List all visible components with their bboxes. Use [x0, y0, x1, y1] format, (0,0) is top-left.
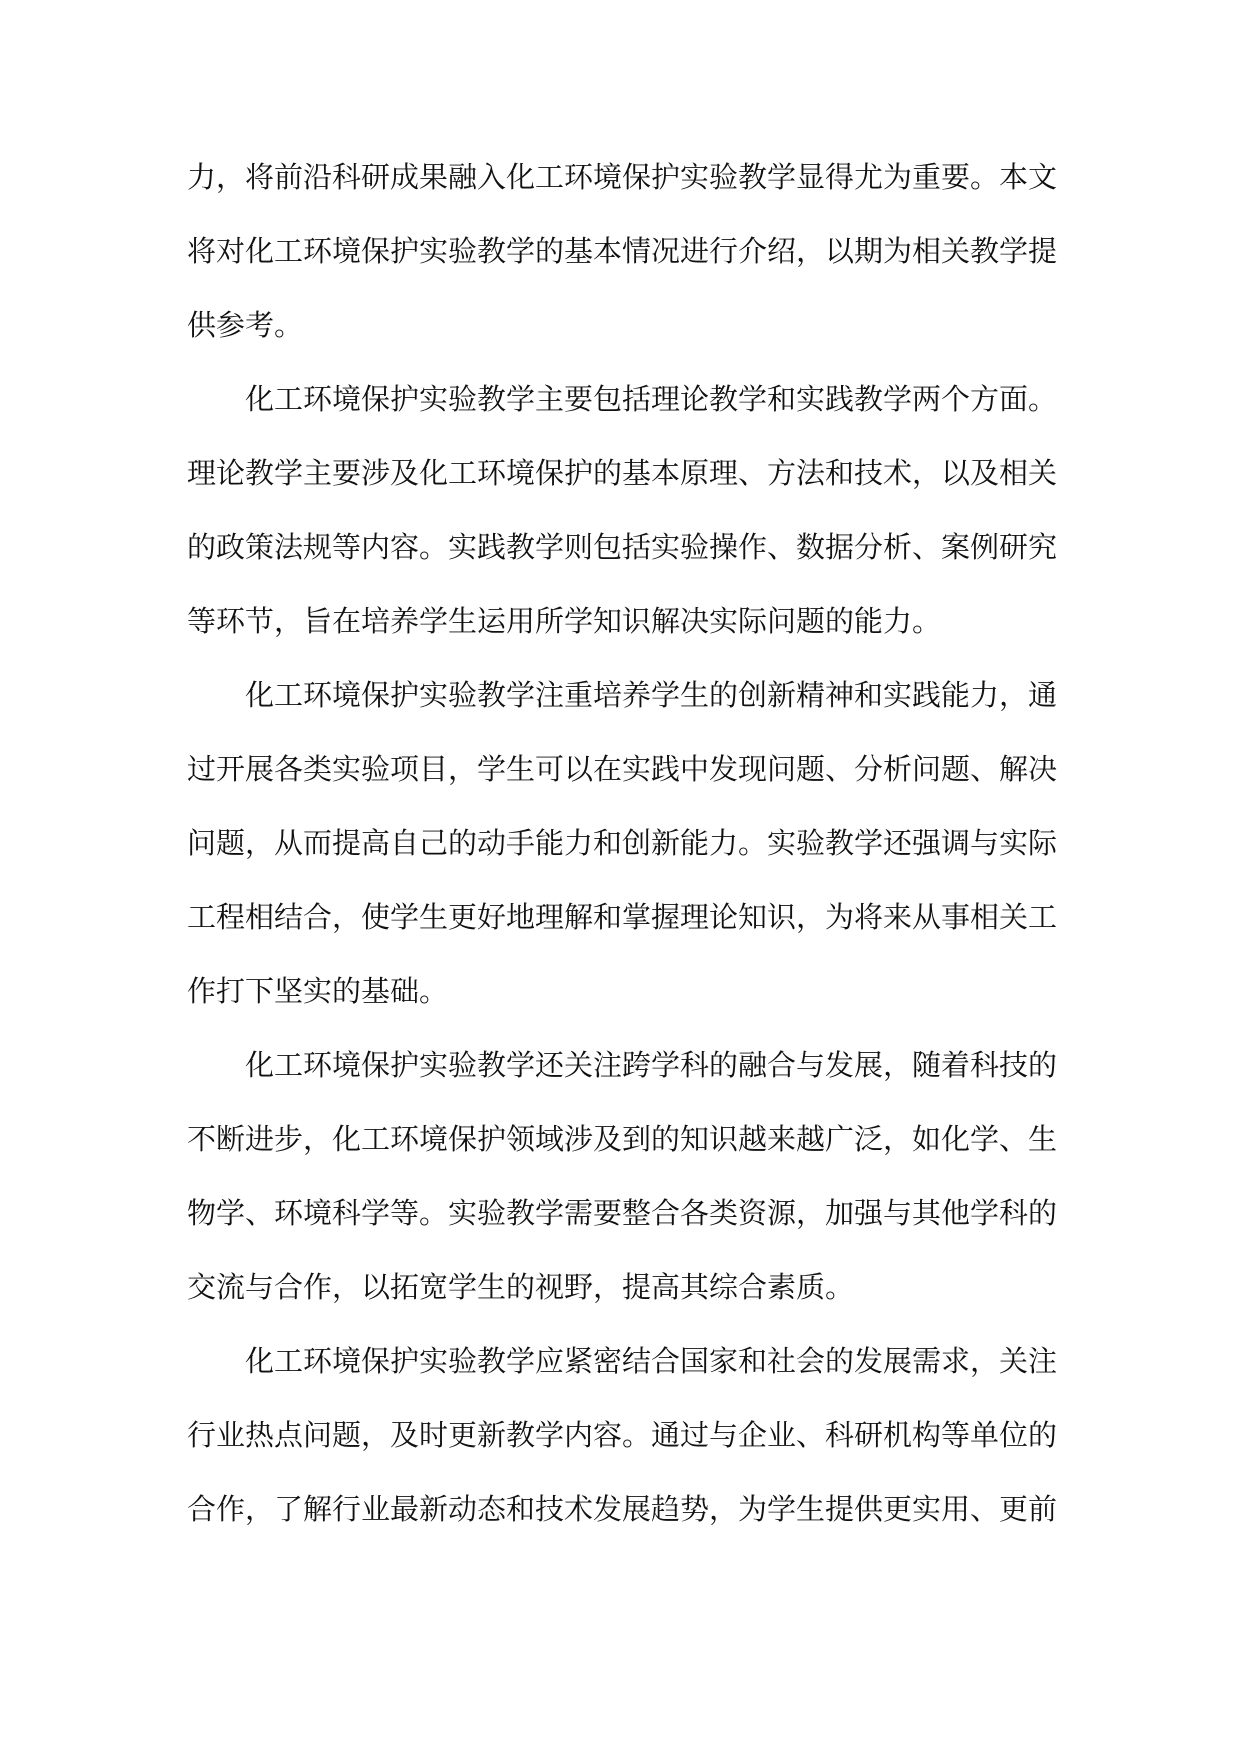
paragraph-line: 力，将前沿科研成果融入化工环境保护实验教学显得尤为重要。本文	[187, 160, 1058, 194]
paragraph-1	[187, 140, 1057, 362]
paragraph-line: 物学、环境科学等。实验教学需要整合各类资源，加强与其他学科的	[187, 1196, 1058, 1230]
paragraph-line: 理论教学主要涉及化工环境保护的基本原理、方法和技术，以及相关	[187, 456, 1058, 490]
paragraph-line: 过开展各类实验项目，学生可以在实践中发现问题、分析问题、解决	[187, 752, 1058, 786]
paragraph-line: 合作，了解行业最新动态和技术发展趋势，为学生提供更实用、更前	[187, 1492, 1058, 1526]
paragraph-line: 交流与合作，以拓宽学生的视野，提高其综合素质。	[187, 1270, 855, 1304]
paragraph-line: 化工环境保护实验教学应紧密结合国家和社会的发展需求，关注	[245, 1344, 1058, 1378]
paragraph-line: 供参考。	[187, 308, 304, 342]
paragraph-line: 作打下坚实的基础。	[187, 974, 449, 1008]
paragraph-line: 的政策法规等内容。实践教学则包括实验操作、数据分析、案例研究	[187, 530, 1058, 564]
paragraph-4	[187, 1028, 1057, 1324]
paragraph-line: 不断进步，化工环境保护领域涉及到的知识越来越广泛，如化学、生	[187, 1122, 1058, 1156]
paragraph-line: 化工环境保护实验教学注重培养学生的创新精神和实践能力，通	[245, 678, 1058, 712]
paragraph-5	[187, 1324, 1057, 1546]
paragraph-line: 工程相结合，使学生更好地理解和掌握理论知识，为将来从事相关工	[187, 900, 1058, 934]
paragraph-line: 行业热点问题，及时更新教学内容。通过与企业、科研机构等单位的	[187, 1418, 1058, 1452]
document-body	[187, 140, 1057, 1546]
paragraph-line: 化工环境保护实验教学主要包括理论教学和实践教学两个方面。	[245, 382, 1058, 416]
paragraph-3	[187, 658, 1057, 1028]
paragraph-line: 将对化工环境保护实验教学的基本情况进行介绍，以期为相关教学提	[187, 234, 1058, 268]
paragraph-line: 化工环境保护实验教学还关注跨学科的融合与发展，随着科技的	[245, 1048, 1058, 1082]
paragraph-2	[187, 362, 1057, 658]
paragraph-line: 等环节，旨在培养学生运用所学知识解决实际问题的能力。	[187, 604, 942, 638]
paragraph-line: 问题，从而提高自己的动手能力和创新能力。实验教学还强调与实际	[187, 826, 1058, 860]
